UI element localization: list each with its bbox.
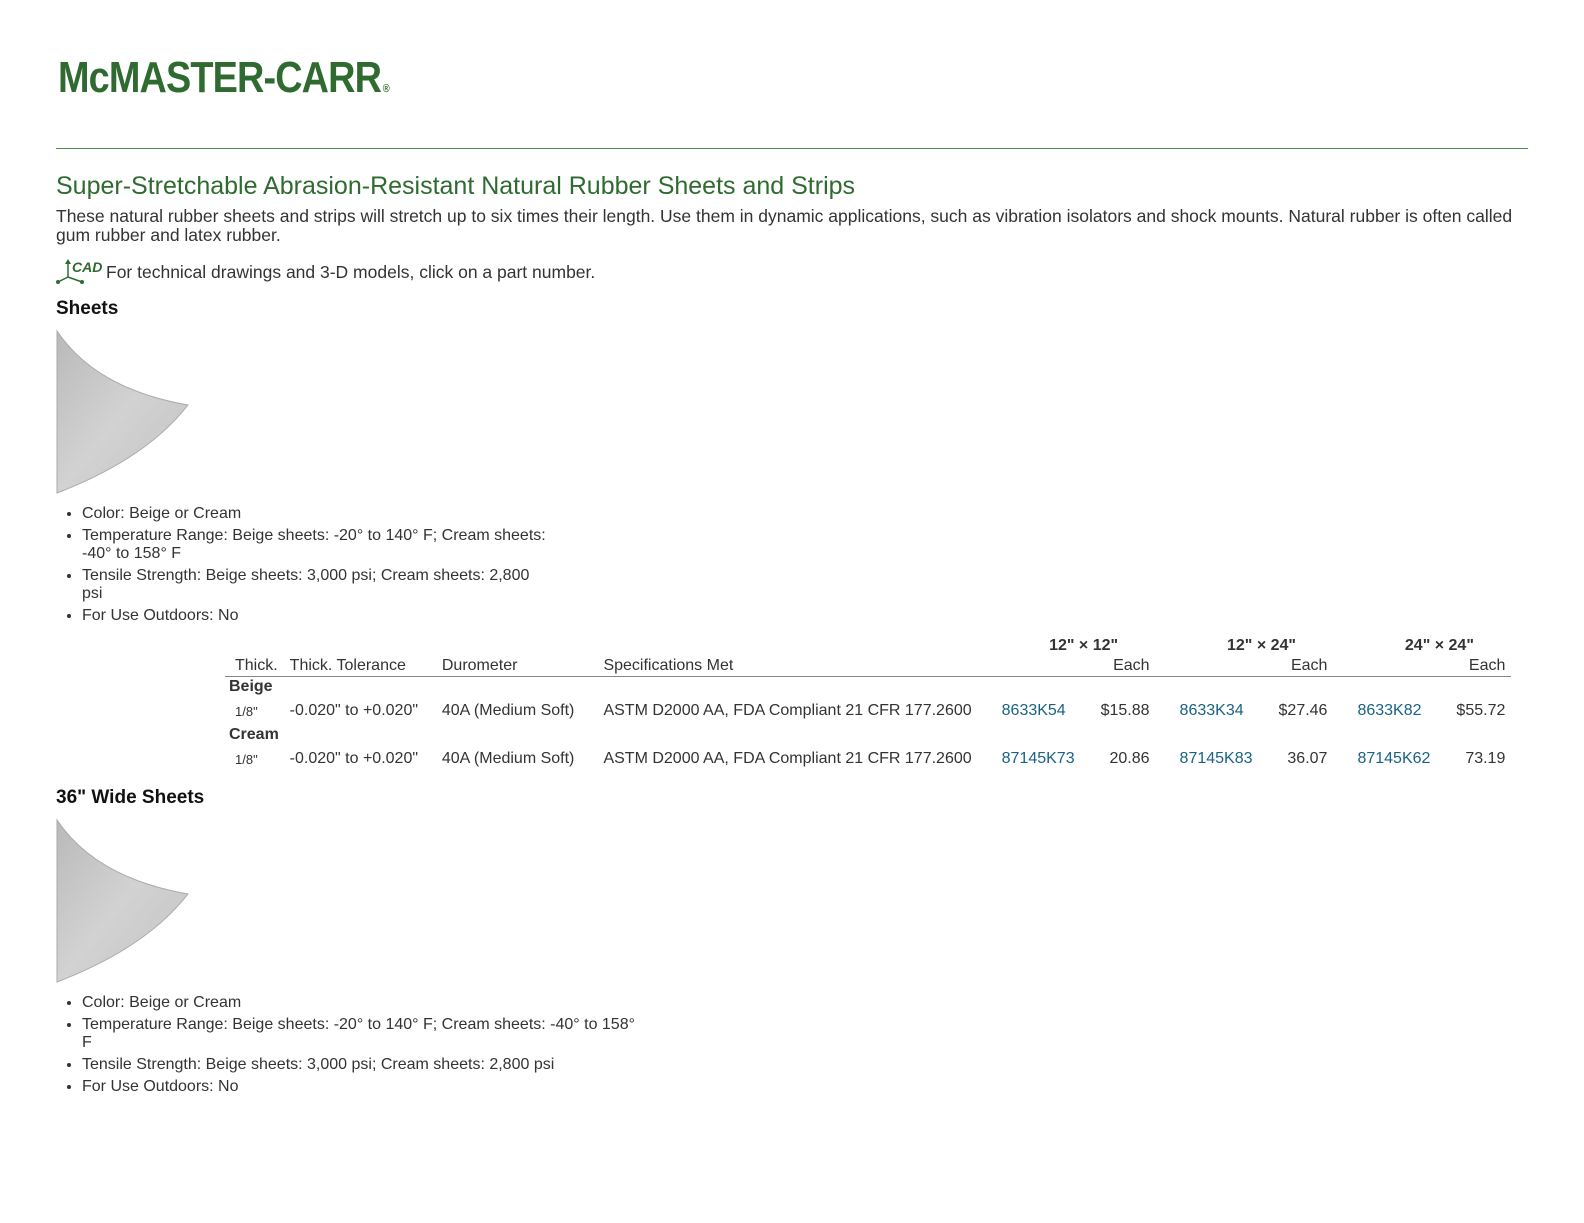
col-specifications: Specifications Met [597,656,977,677]
spec-item: • Tensile Strength: Beige sheets: 3,000 psi; Cream sheets: 2,800 psi [82,1056,642,1074]
color-group-label: Cream [229,726,279,743]
spec-item: • Tensile Strength: Beige sheets: 3,000 psi; Cream sheets: 2,800 psi [82,567,552,603]
parts-table [225,636,1511,773]
spec-item: • For Use Outdoors: No [82,607,552,625]
cell-tolerance: -0.020" to +0.020" [289,702,419,719]
col-each: Each [1259,656,1334,677]
cell-price: 20.86 [1109,750,1150,767]
cell-price: $15.88 [1100,702,1150,719]
part-number-link[interactable]: 87145K83 [1179,750,1253,767]
cell-price: $27.46 [1278,702,1328,719]
size-group-24x24: 24" × 24" [1404,637,1474,654]
cell-thick: 1/8" [235,751,258,767]
part-number-link[interactable]: 87145K73 [1001,750,1075,767]
cad-note-text: For technical drawings and 3-D models, click on a part number. [106,261,596,282]
cad-icon [56,259,102,285]
cell-specs: ASTM D2000 AA, FDA Compliant 21 CFR 177.2600 [603,702,972,719]
col-each: Each [1081,656,1156,677]
header-divider [56,148,1528,149]
size-group-header-row [225,636,1511,656]
table-row [225,745,1511,773]
cell-price: 36.07 [1287,750,1328,767]
rubber-sheet-image[interactable] [56,329,192,495]
rubber-sheet-image[interactable] [56,818,192,984]
spec-item: • For Use Outdoors: No [82,1078,642,1096]
cell-price: $55.72 [1456,702,1506,719]
cell-thick: 1/8" [235,703,258,719]
logo-registered-mark: ® [382,83,390,95]
size-group-12x12: 12" × 12" [1049,637,1119,654]
cell-specs: ASTM D2000 AA, FDA Compliant 21 CFR 177.2600 [603,750,972,767]
section-heading-sheets: Sheets [56,298,119,319]
col-each: Each [1436,656,1511,677]
cell-durometer: 40A (Medium Soft) [441,702,575,719]
part-number-link[interactable]: 8633K82 [1357,702,1422,719]
mcmaster-carr-logo[interactable] [58,52,390,115]
cell-durometer: 40A (Medium Soft) [441,750,575,767]
color-group-row [225,725,1511,745]
table-row [225,697,1511,725]
cell-price: 73.19 [1465,750,1506,767]
spec-item: • Color: Beige or Cream [82,505,552,523]
spec-item: • Color: Beige or Cream [82,994,642,1012]
spec-list [56,994,642,1100]
part-number-link[interactable]: 8633K54 [1001,702,1066,719]
cad-icon-label: CAD [72,259,102,275]
cad-note [56,259,595,285]
column-header-row [225,656,1511,677]
color-group-label: Beige [229,678,273,695]
col-durometer: Durometer [436,656,598,677]
cell-tolerance: -0.020" to +0.020" [289,750,419,767]
logo-text: McMASTER-CARR [58,53,382,102]
spec-item: • Temperature Range: Beige sheets: -20° to 140° F; Cream sheets: -40° to 158° F [82,1016,642,1052]
part-number-link[interactable]: 8633K34 [1179,702,1244,719]
intro-paragraph: These natural rubber sheets and strips will stretch up to six times their length. Use them in dynamic applications, such as vibration isolators and shock mounts. Natural rubber is often called gum rubber and latex rubber. [56,206,1513,245]
col-thick-tolerance: Thick. Tolerance [284,656,436,677]
size-group-12x24: 12" × 24" [1227,637,1296,654]
color-group-row [225,677,1511,698]
spec-item: • Temperature Range: Beige sheets: -20° to 140° F; Cream sheets: -40° to 158° F [82,527,552,563]
section-heading-36-wide-sheets: 36" Wide Sheets [56,787,205,808]
col-thick: Thick. [225,656,284,677]
part-number-link[interactable]: 87145K62 [1357,750,1431,767]
page-title: Super-Stretchable Abrasion-Resistant Natural Rubber Sheets and Strips [56,172,856,200]
spec-list [56,505,552,629]
